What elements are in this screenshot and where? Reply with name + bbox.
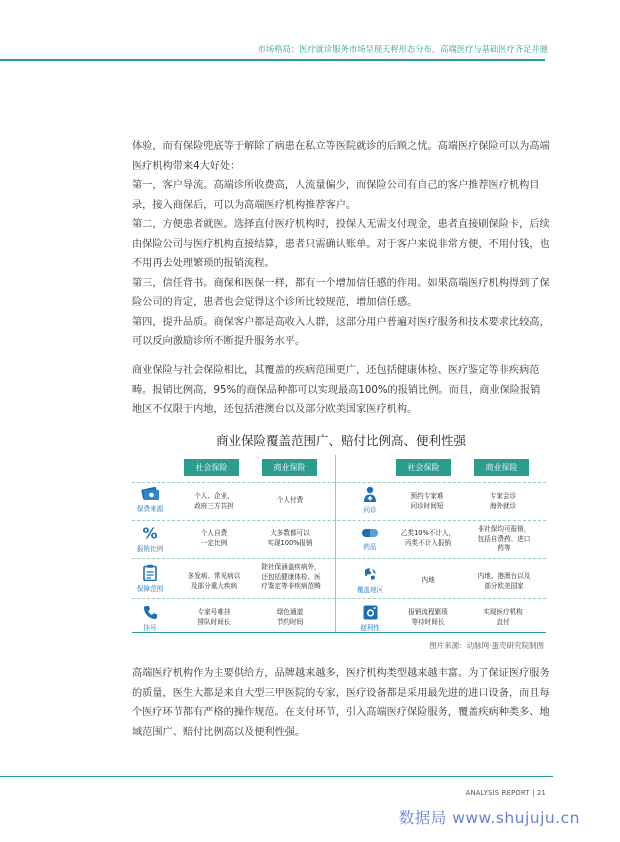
paragraph-benefit-2: 第二，方便患者就医。选择直付医疗机构时，投保人无需支付现金，患者直接刷保险卡，后续由保险公司与医疗机构直接结算，患者只需确认账单。对于客户来说非常方便，不用付钱，也不用再去处理繁琐的报销流程。 (132, 219, 550, 269)
row-coverage-region: 覆盖地区 (350, 566, 390, 594)
header-social-right: 社会保险 (396, 459, 451, 476)
paragraph-benefit-3: 第三，信任背书。商保和医保一样，都有一个增加信任感的作用。如果高端医疗机构得到了保险公司的肯定，患者也会觉得这个诊所比较规范，增加信任感。 (132, 277, 550, 308)
cell-social-medicine: 乙类10%不计入， 丙类不计入报销 (400, 529, 456, 547)
pill-icon (361, 527, 379, 539)
cell-commercial-scope: 除社保涵盖疾病外， 还包括健康体检、医 疗鉴定等非疾病范畴 (261, 563, 321, 590)
header-rule (0, 59, 545, 61)
cell-commercial-premium: 个人付费 (276, 496, 304, 504)
row-reimbursement-ratio: % 报销比例 (136, 525, 164, 553)
globe-icon (362, 566, 378, 582)
table-bottom-rule (132, 632, 546, 633)
row-coverage-scope: 保障范围 (130, 564, 170, 593)
row-convenience: 便利性 (350, 605, 390, 632)
row-medicine: 药品 (350, 527, 390, 551)
cell-social-region: 内地 (421, 576, 435, 584)
row-divider (132, 520, 546, 521)
body-text-bottom (132, 664, 550, 742)
cell-commercial-region: 内地、港澳台以及 部分欧美国家 (477, 572, 531, 590)
cell-social-registration: 专家号难挂 排队时间长 (197, 608, 231, 626)
paragraph-supply: 高端医疗机构作为主要供给方，品牌越来越多，医疗机构类型越来越丰富。为了保证医疗服务的质量，医生大都是来自大型三甲医院的专家，医疗设备都是采用最先进的进口设备，而且每个医疗环节都有严格的操作规范。在支付环节，引入高端医疗保险服务，覆盖疾病种类多、地域范围广、赔付比例高以及便利性强。 (132, 668, 550, 738)
footer-rule (0, 776, 553, 777)
clipboard-icon (143, 564, 157, 581)
comparison-table (132, 455, 546, 633)
figure-caption: 图片来源：动脉网·蛋壳研究院制图 (429, 641, 544, 650)
body-text-top (132, 137, 550, 352)
cell-commercial-medicine: 非社保均可报销， 包括自费药、进口 药等 (477, 525, 531, 552)
paragraph-comparison: 商业保险与社会保险相比，其覆盖的疾病范围更广，还包括健康体检、医疗鉴定等非疾病范畴。报销比例高，95%的商保品种都可以实现最高100%的报销比例。而且，商业保险报销地区不仅限于内地，还包括港澳台以及部分欧美国家医疗机构。 (132, 365, 541, 415)
paragraph-benefit-1: 第一，客户导流。高端诊所收费高，人流量偏少，而保险公司有自己的客户推荐医疗机构目录，接入商保后，可以为高端医疗机构推荐客户。 (132, 180, 540, 211)
cell-social-consultation: 预约专家难 问诊时间短 (410, 492, 444, 510)
row-registration: 挂号 (130, 605, 170, 632)
percent-icon (142, 525, 158, 541)
row-divider (132, 482, 546, 483)
header-social-left: 社会保险 (184, 459, 239, 476)
cell-commercial-consultation: 专家会诊 海外就诊 (489, 492, 517, 510)
header-commercial-right: 商业保险 (474, 459, 529, 476)
cell-commercial-convenience: 实现医疗机构 直付 (483, 608, 523, 626)
paragraph-benefit-4: 第四，提升品质。商保客户都是高收入人群，这部分用户普遍对医疗服务和技术要求比较高，可以反向激励诊所不断提升服务水平。 (132, 316, 550, 347)
cell-social-ratio: 个人自费 一定比例 (200, 529, 228, 547)
row-premium-source: 保费来源 (130, 486, 170, 513)
row-divider (132, 558, 546, 559)
svg-text:%: % (142, 525, 158, 541)
cell-commercial-ratio: 大多数都可以 实现100%报销 (267, 529, 313, 547)
table-title: 商业保险覆盖范围广、赔付比例高、便利性强 (215, 433, 466, 448)
watermark: 数据局 www.shujuju.cn (398, 809, 580, 827)
row-divider (132, 598, 546, 599)
cell-commercial-registration: 绿色通道 节约时间 (276, 608, 304, 626)
doctor-icon (362, 486, 378, 502)
footer-page-label: ANALYSIS REPORT | 21 (465, 789, 546, 797)
camera-icon (363, 605, 378, 620)
cell-social-premium: 个人、企业、 政府三方共担 (194, 492, 234, 510)
paragraph-intro: 体验，而有保险兜底等于解除了病患在私立等医院就诊的后顾之忧。高端医疗保险可以为高端医疗机构带来4大好处： (132, 141, 550, 172)
phone-icon (143, 605, 158, 620)
cell-social-scope: 多发病、常见病以 及部分重大疾病 (187, 572, 241, 590)
row-consultation: 问诊 (350, 486, 390, 514)
header-title: 市场格局：医疗就诊服务市场呈现天秤形态分布，高端医疗与基础医疗齐足并驰 (257, 44, 548, 54)
cell-social-convenience: 报销流程繁琐 等待时间长 (408, 608, 448, 626)
body-text-mid (132, 361, 550, 420)
money-icon (140, 486, 160, 501)
header-commercial-left: 商业保险 (262, 459, 317, 476)
